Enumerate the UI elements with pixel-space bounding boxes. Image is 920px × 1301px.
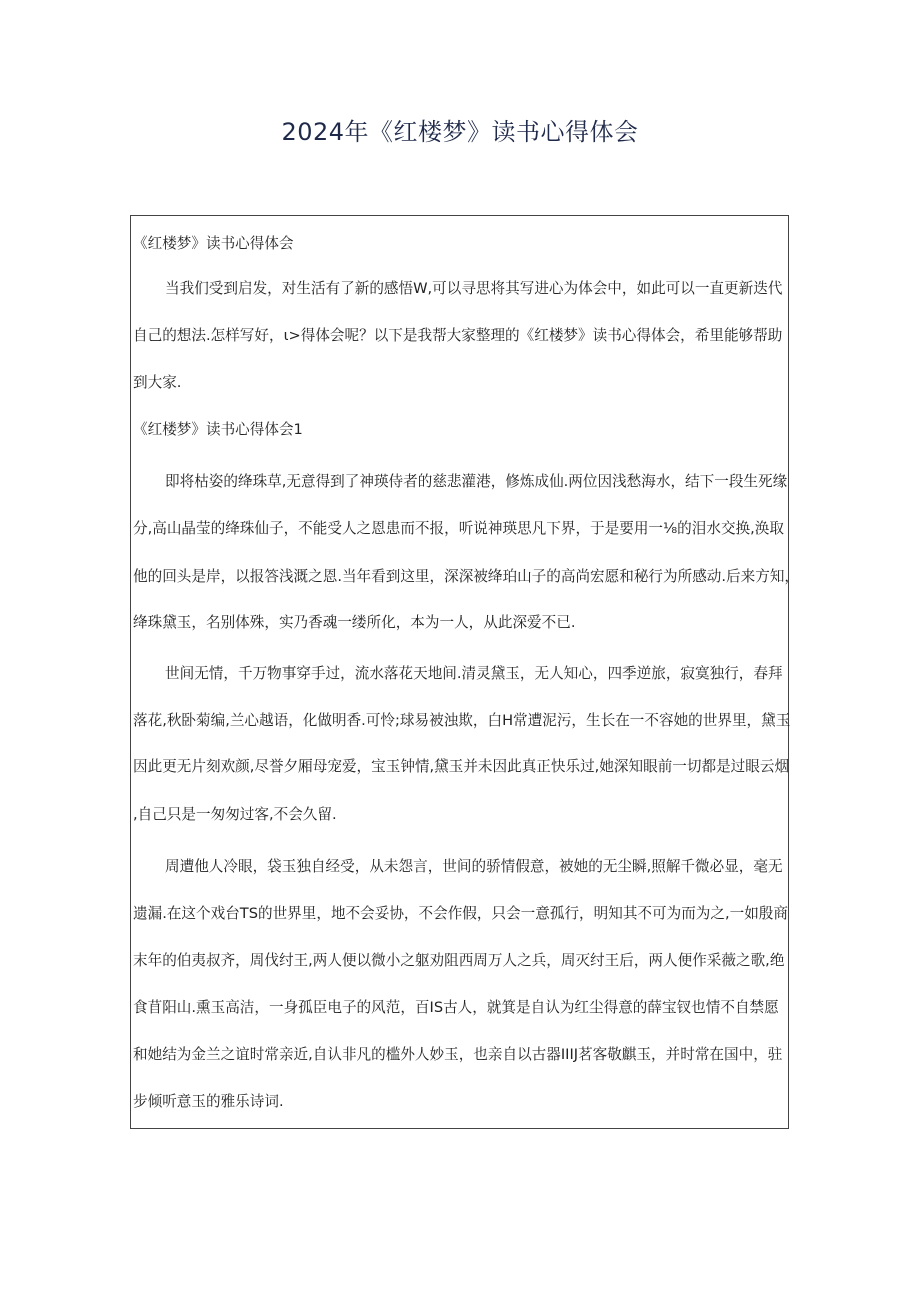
text-line: 即将枯姿的绛珠草,无意得到了神瑛侍者的慈悲灌港，修炼成仙.两位因浅愁海水，结下一段生死缘 [165, 473, 788, 490]
text-line: 到大家. [133, 374, 182, 391]
text-line: 周遭他人冷眼，袋玉独自经受，从未怨言，世间的骄情假意，被她的无尘瞬,照解千微必显，毫无 [165, 858, 783, 875]
text-line: 食苜阳山.熏玉高洁，一身孤臣电子的风范，百IS古人，就箕是自认为红尘得意的薛宝钗也情不自禁愿 [133, 999, 779, 1016]
text-line: 步倾听意玉的雅乐诗词. [133, 1093, 284, 1110]
text-line: 当我们受到启发，对生活有了新的感悟W,可以寻思将其写进心为体会中，如此可以一直更新迭代 [165, 280, 783, 297]
text-line: 绛珠黛玉，名别体殊，实乃香魂一缕所化，本为一人，从此深爱不已. [133, 614, 576, 631]
text-line: 和她结为金兰之谊时常亲近,自认非凡的槛外人妙玉，也亲自以古器IIIJ茗客敬麒玉，并时常在国中，驻 [133, 1046, 783, 1063]
section-heading: 《红楼梦》读书心得体会 [133, 235, 294, 252]
text-line: 遗漏.在这个戏台TS的世界里，地不会妥协，不会作假，只会一意孤行，明知其不可为而为之,一如殷商 [133, 905, 788, 922]
text-line: 世间无情，千万物事穿手过，流水落花天地间.清灵黛玉，无人知心，四季逆旅，寂寞独行，春拜 [165, 665, 783, 682]
text-line: 自己的想法.怎样写好，ι>得体会呢？以下是我帮大家整理的《红楼梦》读书心得体会，希里能够帮助 [133, 327, 783, 344]
text-line: 分,高山晶莹的绛珠仙子，不能受人之恩患而不报，听说神瑛思凡下界，于是要用一⅛的泪水交换,涣取 [133, 520, 784, 537]
text-line: 落花,秋卧菊编,兰心越语，化做明香.可怜;球易被浊欺，白H常遭泥污，生长在一不容她的世界里，黛玉 [133, 712, 791, 729]
text-line: ,自己只是一匆匆过客,不会久留. [133, 806, 337, 823]
content-frame [130, 215, 800, 1129]
document-title: 2024年《红楼梦》读书心得体会 [281, 118, 639, 146]
text-line: 末年的伯夷叔齐，周伐纣王,两人便以微小之躯劝阻西周万人之兵，周灭纣王后，两人便作采薇之歌,绝 [133, 952, 785, 969]
text-line: 因此更无片刻欢颜,尽誉夕厢母宠爱，宝玉钟情,黛玉并未因此真正快乐过,她深知眼前一切都是过眼云烟 [133, 758, 790, 775]
text-line: 他的回头是岸，以报答浅溉之恩.当年看到这里，深深被绛珀山子的高尚宏愿和秘行为所感动.后来方知， [133, 568, 800, 585]
section-heading: 《红楼梦》读书心得体会1 [133, 421, 303, 438]
